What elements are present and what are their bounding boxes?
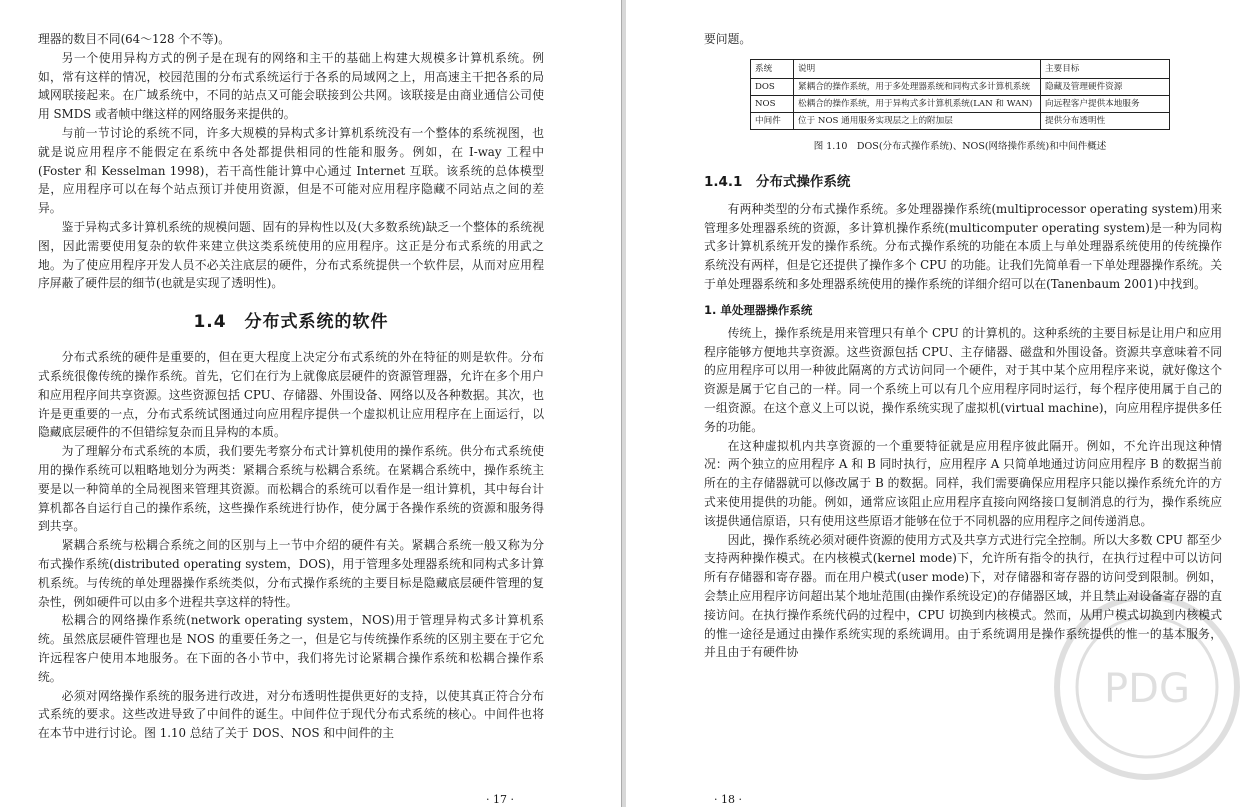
right-page-content [704,30,1222,662]
left-page-content [38,30,544,743]
table-cell: 隐藏及管理硬件资源 [1041,78,1170,95]
table-cell: 松耦合的操作系统，用于异构式多计算机系统(LAN 和 WAN) [794,95,1041,112]
paragraph: 要问题。 [704,32,752,46]
subsubsection-title: 1. 单处理器操作系统 [704,302,813,317]
table-header-cell: 系统 [751,59,794,78]
paragraph: 传统上，操作系统是用来管理只有单个 CPU 的计算机的。这种系统的主要目标是让用户和应用程序能够方便地共享资源。这些资源包括 CPU、主存储器、磁盘和外围设备。资源共享意味着不同的应用程序可以用一种彼此隔离的方式访问同一个硬件，对于其中某个应用程序来说，就好像这个资源是属于它自己的一样。同一个系统上可以有几个应用程序同时运行，每个程序使用属于自己的一组资源。在这个意义上可以说，操作系统实现了虚拟机(virtual machine)，向应用程序提供多任务的功能。 [704,325,1222,434]
paragraph: 有两种类型的分布式操作系统。多处理器操作系统(multiprocessor operating system)用来管理多处理器系统的资源，多计算机操作系统(multicomputer operating system)是一种为同构式多计算机系统开发的操作系统。分布式操作系统的功能在本质上与单处理器系统使用的传统操作系统没有两样，但是它还提供了操作多个 CPU 的功能。让我们先简单看一下单处理器操作系统。关于单处理器系统和多处理器系统使用的操作系统的详细介绍可以在(Tanenbaum 2001)中找到。 [704,201,1222,291]
section-title: 1.4 分布式系统的软件 [193,312,389,333]
figure-caption: 图 1.10 DOS(分布式操作系统)、NOS(网络操作系统)和中间件概述 [813,140,1107,152]
paragraph: 为了理解分布式系统的本质，我们要先考察分布式计算机使用的操作系统。供分布式系统使用的操作系统可以粗略地划分为两类：紧耦合系统与松耦合系统。在紧耦合系统中，操作系统主要是以一种简单的全局视图来管理其资源。而松耦合的系统可以看作是一组计算机，其中每台计算机都各自运行自己的操作系统，这些操作系统进行协作，使分属于各操作系统的资源和服务得到共享。 [38,444,544,534]
paragraph: 与前一节讨论的系统不同，许多大规模的异构式多计算机系统没有一个整体的系统视图，也就是说应用程序不能假定在系统中各处都提供相同的性能和服务。例如，在 I-way 工程中(Foster 和 Kesselman 1998)，若干高性能计算中心通过 Internet 互联。该系统的总体模型是，应用程序可以在每个站点预订并使用资源，但是不可能对应用程序隐藏不同站点之间的差异。 [38,125,544,216]
page-number: · 17 · [486,793,514,806]
table-cell: 紧耦合的操作系统，用于多处理器系统和同构式多计算机系统 [794,78,1041,95]
paragraph: 松耦合的网络操作系统(network operating system，NOS)用于管理异构式多计算机系统。虽然底层硬件管理也是 NOS 的重要任务之一，但是它与传统操作系统的区别主要在于它允许远程客户使用本地服务。在下面的各小节中，我们将先讨论紧耦合操作系统和松耦合操作系统。 [38,613,544,684]
paragraph: 理器的数目不同(64～128 个不等)。 [38,32,231,46]
table-header-row [751,59,1170,78]
paragraph: 因此，操作系统必须对硬件资源的使用方式及共享方式进行完全控制。所以大多数 CPU 都至少支持两种操作模式。在内核模式(kernel mode)下，允许所有指令的执行，在执行过程中可以访问所有存储器和寄存器。而在用户模式(user mode)下，对存储器和寄存器的访问受到限制。例如，会禁止应用程序访问超出某个地址范围(由操作系统设定)的存储器区域，并且禁止对设备寄存器的直接访问。在执行操作系统代码的过程中，CPU 切换到内核模式。然而，从用户模式切换到内核模式的惟一途径是通过由操作系统实现的系统调用。由于系统调用是操作系统提供的惟一的基本服务，并且由于有硬件协 [704,532,1222,660]
table-cell: 中间件 [751,112,794,129]
paragraph: 另一个使用异构方式的例子是在现有的网络和主干的基础上构建大规模多计算机系统。例如，常有这样的情况，校园范围的分布式系统运行于各系的局域网之上，用高速主干把各系的局域网联接起来。在广域系统中，不同的站点又可能会联接到公共网。该联接是由商业通信公司使用 SMDS 或者帧中继这样的网络服务来提供的。 [38,50,544,122]
table-row [751,95,1170,112]
table-header-cell: 说明 [794,59,1041,78]
table-cell: NOS [751,95,794,112]
table-row [751,112,1170,129]
subsection-title: 1.4.1 分布式操作系统 [704,173,851,190]
table-cell: 提供分布透明性 [1041,112,1170,129]
table-header-cell: 主要目标 [1041,59,1170,78]
watermark-text: PDG [1104,666,1190,712]
table-row [751,78,1170,95]
table-cell: 向远程客户提供本地服务 [1041,95,1170,112]
paragraph: 必须对网络操作系统的服务进行改进，对分布透明性提供更好的支持，以使其真正符合分布式系统的要求。这些改进导致了中间件的诞生。中间件位于现代分布式系统的核心。中间件也将在本节中进行讨论。图 1.10 总结了关于 DOS、NOS 和中间件的主 [38,688,544,741]
table-cell: 位于 NOS 通用服务实现层之上的附加层 [794,112,1041,129]
paragraph: 紧耦合系统与松耦合系统之间的区别与上一节中介绍的硬件有关。紧耦合系统一般又称为分布式操作系统(distributed operating system，DOS)，用于管理多处理器系统和同构式多计算机系统。与传统的单处理器操作系统类似，分布式操作系统的主要目标是隐藏底层硬件管理的复杂性，例如硬件可以由多个进程共享这样的特性。 [38,538,544,609]
paragraph: 在这种虚拟机内共享资源的一个重要特征就是应用程序彼此隔开。例如，不允许出现这种情况：两个独立的应用程序 A 和 B 同时执行，应用程序 A 只简单地通过访问应用程序 B 的数据当前所在的主存储器就可以修改属于 B 的数据。同样，我们需要确保应用程序只能以操作系统允许的方式来使用提供的功能。例如，通常应该阻止应用程序直接向网络接口复制消息的行为，操作系统应该提供通信原语，只有使用这些原语才能够在位于不同机器的应用程序之间传递消息。 [704,438,1222,528]
paragraph: 分布式系统的硬件是重要的，但在更大程度上决定分布式系统的外在特征的则是软件。分布式系统很像传统的操作系统。首先，它们在行为上就像底层硬件的资源管理器，允许在多个用户和应用程序间共享资源。这些资源包括 CPU、存储器、外围设备、网络以及各种数据。其次，也许是更重要的一点，分布式系统试图通过向应用程序提供一个虚拟机让应用程序在上面运行，以隐藏底层硬件的不但错综复杂而且异构的本质。 [38,350,544,440]
left-page [0,0,620,807]
right-page [626,0,1253,807]
figure-1-10 [750,59,1170,152]
paragraph: 鉴于异构式多计算机系统的规模问题、固有的异构性以及(大多数系统)缺乏一个整体的系统视图，因此需要使用复杂的软件来建立供这类系统使用的应用程序。这正是分布式系统的用武之地。为了使应用程序开发人员不必关注底层的硬件，分布式系统提供一个软件层，从而对应用程序屏蔽了硬件层的细节(也就是实现了透明性)。 [38,219,544,291]
page-number: · 18 · [714,793,742,806]
table-cell: DOS [751,78,794,95]
comparison-table [750,59,1170,130]
